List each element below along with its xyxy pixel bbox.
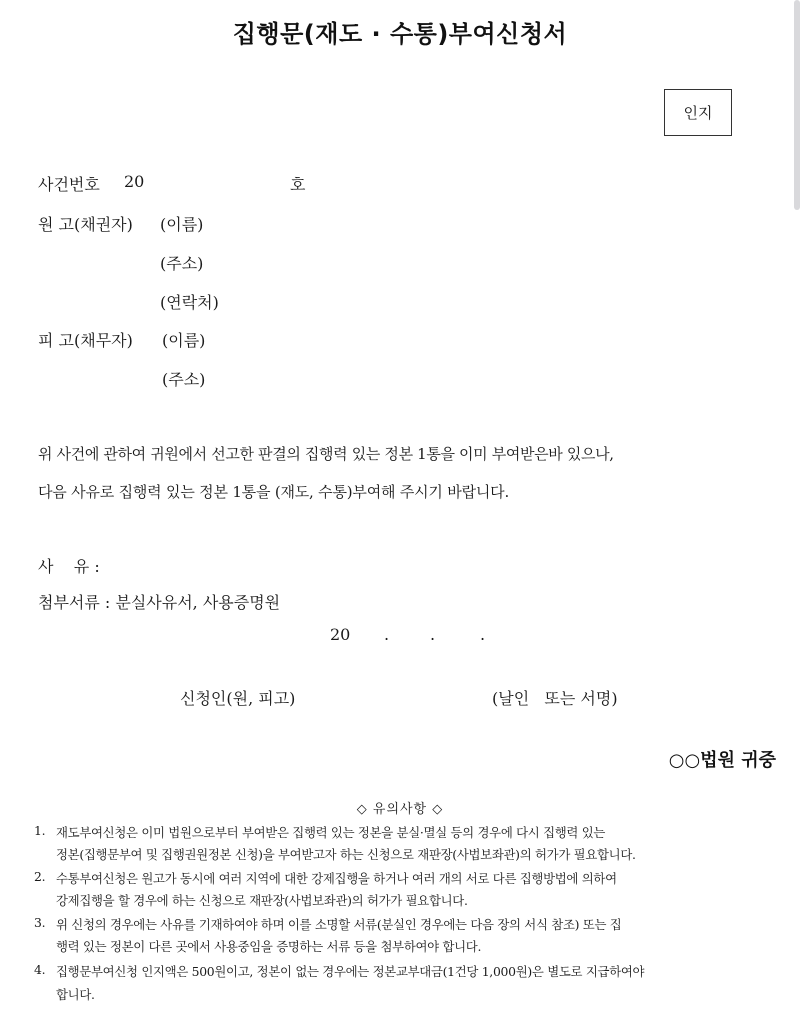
note-number: 4.: [34, 962, 46, 977]
note-number: 2.: [34, 869, 46, 884]
revenue-stamp-box: [664, 89, 732, 136]
date-dot-2: .: [430, 625, 436, 644]
defendant-label: 피 고(채무자): [38, 331, 133, 350]
body-line-1: 위 사건에 관하여 귀원에서 선고한 판결의 집행력 있는 정본 1통을 이미 부여받은바 있으나,: [38, 445, 614, 463]
defendant-name-label: (이름): [162, 331, 206, 350]
date-dot-3: .: [480, 625, 486, 644]
attachments-line: 첨부서류 : 분실사유서, 사용증명원: [38, 593, 281, 612]
note-line: 합니다.: [56, 987, 95, 1002]
note-number: 1.: [34, 823, 46, 838]
case-number-label: 사건번호: [38, 175, 100, 194]
date-year: 20: [330, 625, 351, 644]
court-name: ○○법원 귀중: [668, 750, 776, 771]
plaintiff-address-label: (주소): [160, 254, 204, 273]
note-line: 수통부여신청은 원고가 동시에 여러 지역에 대한 강제집행을 하거나 여러 개의 서로 다른 집행방법에 의하여: [56, 871, 617, 886]
reason-label: 사 유 :: [38, 557, 100, 576]
page-title: 집행문(재도 · 수통)부여신청서: [232, 20, 568, 48]
note-line: 재도부여신청은 이미 법원으로부터 부여받은 집행력 있는 정본을 분실·멸실 등의 경우에 다시 집행력 있는: [56, 825, 606, 840]
body-line-2: 다음 사유로 집행력 있는 정본 1통을 (재도, 수통)부여해 주시기 바랍니다.: [38, 483, 510, 501]
case-number-suffix: 호: [290, 175, 306, 194]
defendant-address-label: (주소): [162, 370, 206, 389]
stamp-box-label: 인지: [683, 104, 713, 122]
plaintiff-label: 원 고(채권자): [38, 215, 133, 234]
note-line: 행력 있는 정본이 다른 곳에서 사용중임을 증명하는 서류 등을 첨부하여야 합니다.: [56, 939, 482, 954]
note-line: 집행문부여신청 인지액은 500원이고, 정본이 없는 경우에는 정본교부대금(1건당 1,000원)은 별도로 지급하여야: [56, 964, 645, 979]
note-line: 위 신청의 경우에는 사유를 기재하여야 하며 이를 소명할 서류(분실인 경우에는 다음 장의 서식 참조) 또는 집: [56, 917, 622, 932]
note-line: 강제집행을 할 경우에 하는 신청으로 재판장(사법보좌관)의 허가가 필요합니다.: [56, 893, 468, 908]
applicant-label: 신청인(원, 피고): [180, 689, 296, 708]
note-line: 정본(집행문부여 및 집행권원정본 신청)을 부여받고자 하는 신청으로 재판장(사법보좌관)의 허가가 필요합니다.: [56, 847, 636, 862]
plaintiff-name-label: (이름): [160, 215, 204, 234]
plaintiff-contact-label: (연락처): [160, 293, 219, 312]
signature-label: (날인 또는 서명): [492, 689, 618, 708]
notes-header: ◇ 유의사항 ◇: [356, 802, 444, 817]
date-dot-1: .: [384, 625, 390, 644]
case-number-year: 20: [124, 172, 145, 191]
note-number: 3.: [34, 915, 46, 930]
